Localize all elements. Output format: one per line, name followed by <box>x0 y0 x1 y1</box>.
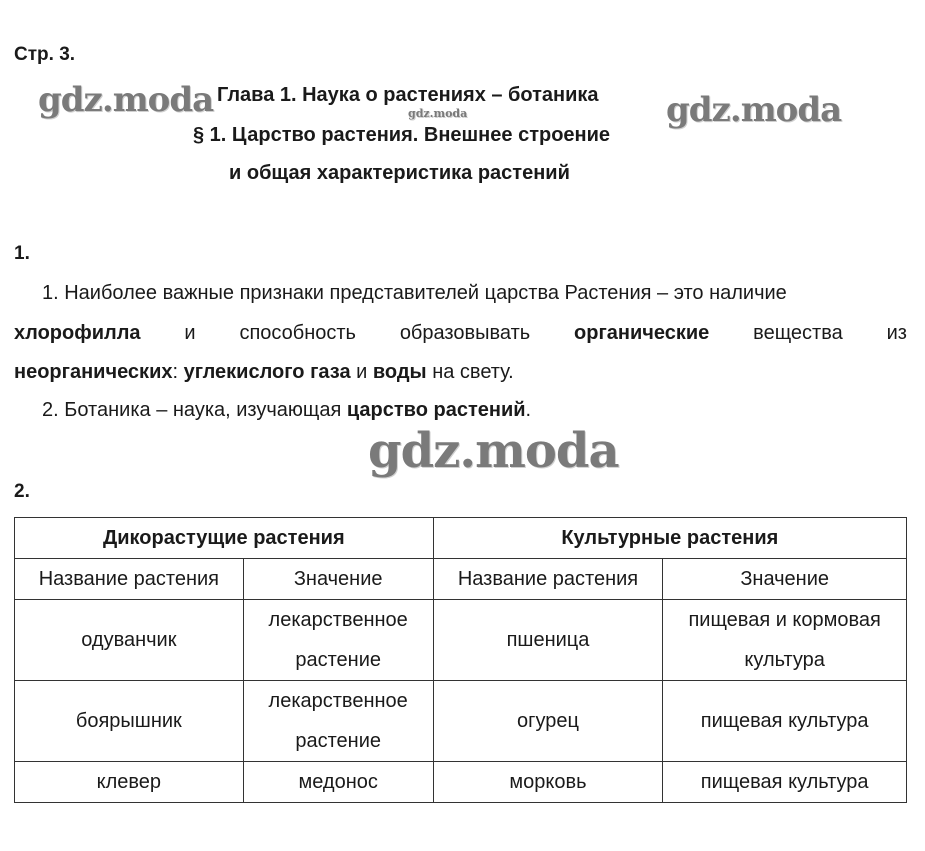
column-header-value: Значение <box>663 559 907 600</box>
task-1-paragraph-1-line-3 <box>14 353 514 392</box>
column-header-name: Название растения <box>433 559 663 600</box>
text-word: способность <box>239 322 356 344</box>
table-cell: одуванчик <box>15 600 244 681</box>
text-period: . <box>525 399 532 421</box>
table-row <box>15 762 907 803</box>
term-inorganic: неорганических <box>14 361 173 383</box>
table-cell: пищевая культура <box>663 762 907 803</box>
task-1-paragraph-1-line-2 <box>14 314 907 353</box>
watermark-logo: gdz.moda <box>368 423 619 479</box>
table-cell: морковь <box>433 762 663 803</box>
text-word: образовывать <box>399 322 531 344</box>
table-cell: пшеница <box>433 600 663 681</box>
table-cell: пищевая культура <box>663 681 907 762</box>
page-reference: Стр. 3. <box>14 44 76 65</box>
plants-table <box>14 517 907 803</box>
table-cell: клевер <box>15 762 244 803</box>
text-word: из <box>886 322 907 344</box>
table-cell: лекарственное растение <box>243 681 433 762</box>
text-word: вещества <box>753 322 843 344</box>
watermark-logo: gdz.moda <box>666 90 842 130</box>
term-carbon-dioxide: углекислого газа <box>183 361 351 383</box>
text-colon: : <box>172 361 179 383</box>
term-water: воды <box>372 361 427 383</box>
column-header-name: Название растения <box>15 559 244 600</box>
term-organic: органические <box>574 322 710 344</box>
watermark-logo-small: gdz.moda <box>408 107 468 120</box>
text-fragment: 2. Ботаника – наука, изучающая <box>42 399 342 421</box>
task-2-number: 2. <box>14 481 30 502</box>
term-chlorophyll: хлорофилла <box>14 322 141 344</box>
chapter-title: Глава 1. Наука о растениях – ботаника <box>217 84 599 106</box>
column-header-value: Значение <box>243 559 433 600</box>
table-cell: огурец <box>433 681 663 762</box>
table-cell: боярышник <box>15 681 244 762</box>
section-title-line2: и общая характеристика растений <box>229 162 570 184</box>
task-1-paragraph-1-line-1: 1. Наиболее важные признаки представителей царства Растения – это наличие <box>42 282 787 304</box>
table-cell: пищевая и кормовая культура <box>663 600 907 681</box>
table-cell: медонос <box>243 762 433 803</box>
watermark-logo: gdz.moda <box>38 80 214 120</box>
text-word: на свету. <box>432 361 514 383</box>
task-1-paragraph-2 <box>42 391 531 430</box>
table-row <box>15 681 907 762</box>
header-wild-plants: Дикорастущие растения <box>15 518 434 559</box>
term-plant-kingdom: царство растений <box>346 399 526 421</box>
text-word: и <box>184 322 196 344</box>
table-row <box>15 600 907 681</box>
header-cultivated-plants: Культурные растения <box>433 518 906 559</box>
section-title-line1: § 1. Царство растения. Внешнее строение <box>193 124 611 146</box>
table-cell: лекарственное растение <box>243 600 433 681</box>
text-word: и <box>356 361 368 383</box>
task-1-number: 1. <box>14 243 30 264</box>
